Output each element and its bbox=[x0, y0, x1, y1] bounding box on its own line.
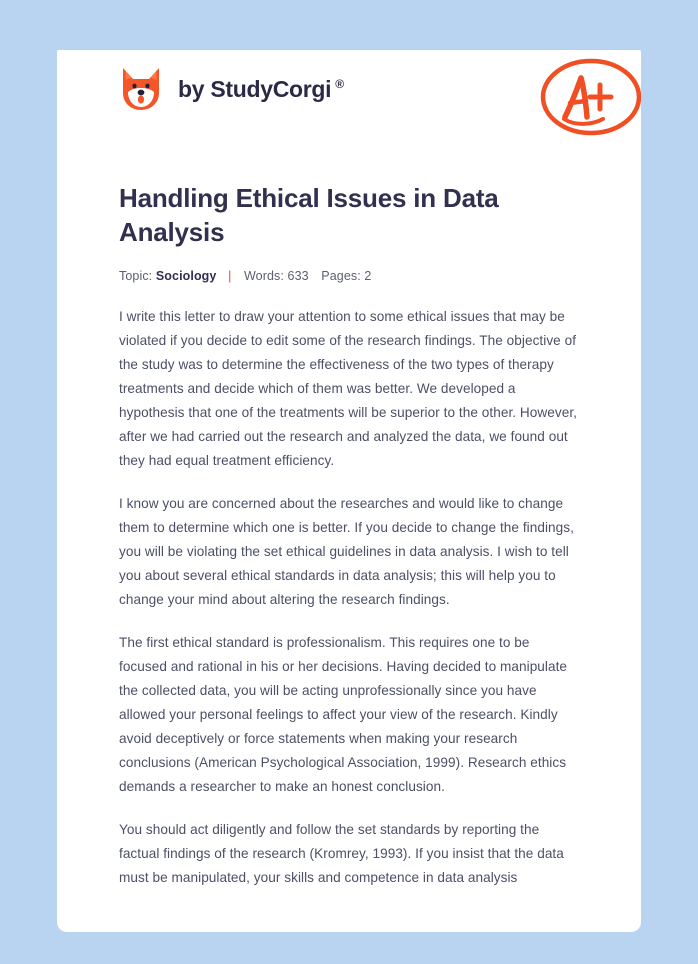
meta-separator: | bbox=[228, 268, 232, 283]
meta-pages: Pages: 2 bbox=[321, 268, 372, 283]
document-meta bbox=[119, 269, 579, 283]
meta-topic-value[interactable]: Sociology bbox=[155, 268, 217, 283]
page-title: Handling Ethical Issues in Data Analysis bbox=[119, 183, 499, 248]
a-plus-grade-badge bbox=[537, 55, 641, 140]
brand-name-label: by StudyCorgi bbox=[178, 75, 332, 102]
document-article bbox=[57, 155, 641, 890]
document-header bbox=[57, 50, 641, 155]
body-paragraph: The first ethical standard is professionalism. This requires one to be focused and rational in his or her decisions. Having decided to manipulate the collected data, you will be acting unprofessionally since you have allowed your personal feelings to affect your view of the research. Kindly avoid deceptively or force statements when making your research conclusions (American Psychological Association, 1999). Research ethics demands a researcher to make an honest conclusion. bbox=[119, 634, 568, 794]
body-paragraph: I write this letter to draw your attention to some ethical issues that may be violated if you decide to edit some of the research findings. The objective of the study was to determine the effectiveness of the two types of therapy treatments and decide which of them was better. We developed a hypothesis that one of the treatments will be superior to the other. However, after we had carried out the research and analyzed the data, we found out they had equal treatment efficiency. bbox=[119, 308, 577, 468]
a-plus-grade-icon bbox=[537, 55, 641, 140]
registered-trademark-icon: ® bbox=[335, 76, 344, 91]
meta-words: Words: 633 bbox=[244, 268, 309, 283]
body-paragraph: I know you are concerned about the researches and would like to change them to determine which one is better. If you decide to change the findings, you will be violating the set ethical guidelines in data analysis. I wish to tell you about several ethical standards in data analysis; this will help you to change your mind about altering the research findings. bbox=[119, 495, 574, 607]
document-body bbox=[119, 305, 579, 890]
document-card bbox=[57, 50, 641, 932]
meta-topic-label: Topic: bbox=[119, 268, 153, 283]
corgi-face-icon bbox=[119, 66, 163, 112]
studycorgi-brand[interactable] bbox=[119, 66, 344, 112]
body-paragraph: You should act diligently and follow the set standards by reporting the factual findings of the research (Kromrey, 1993). If you insist that the data must be manipulated, your skills and competence in data analysis bbox=[119, 821, 564, 885]
brand-name-text bbox=[178, 76, 344, 103]
